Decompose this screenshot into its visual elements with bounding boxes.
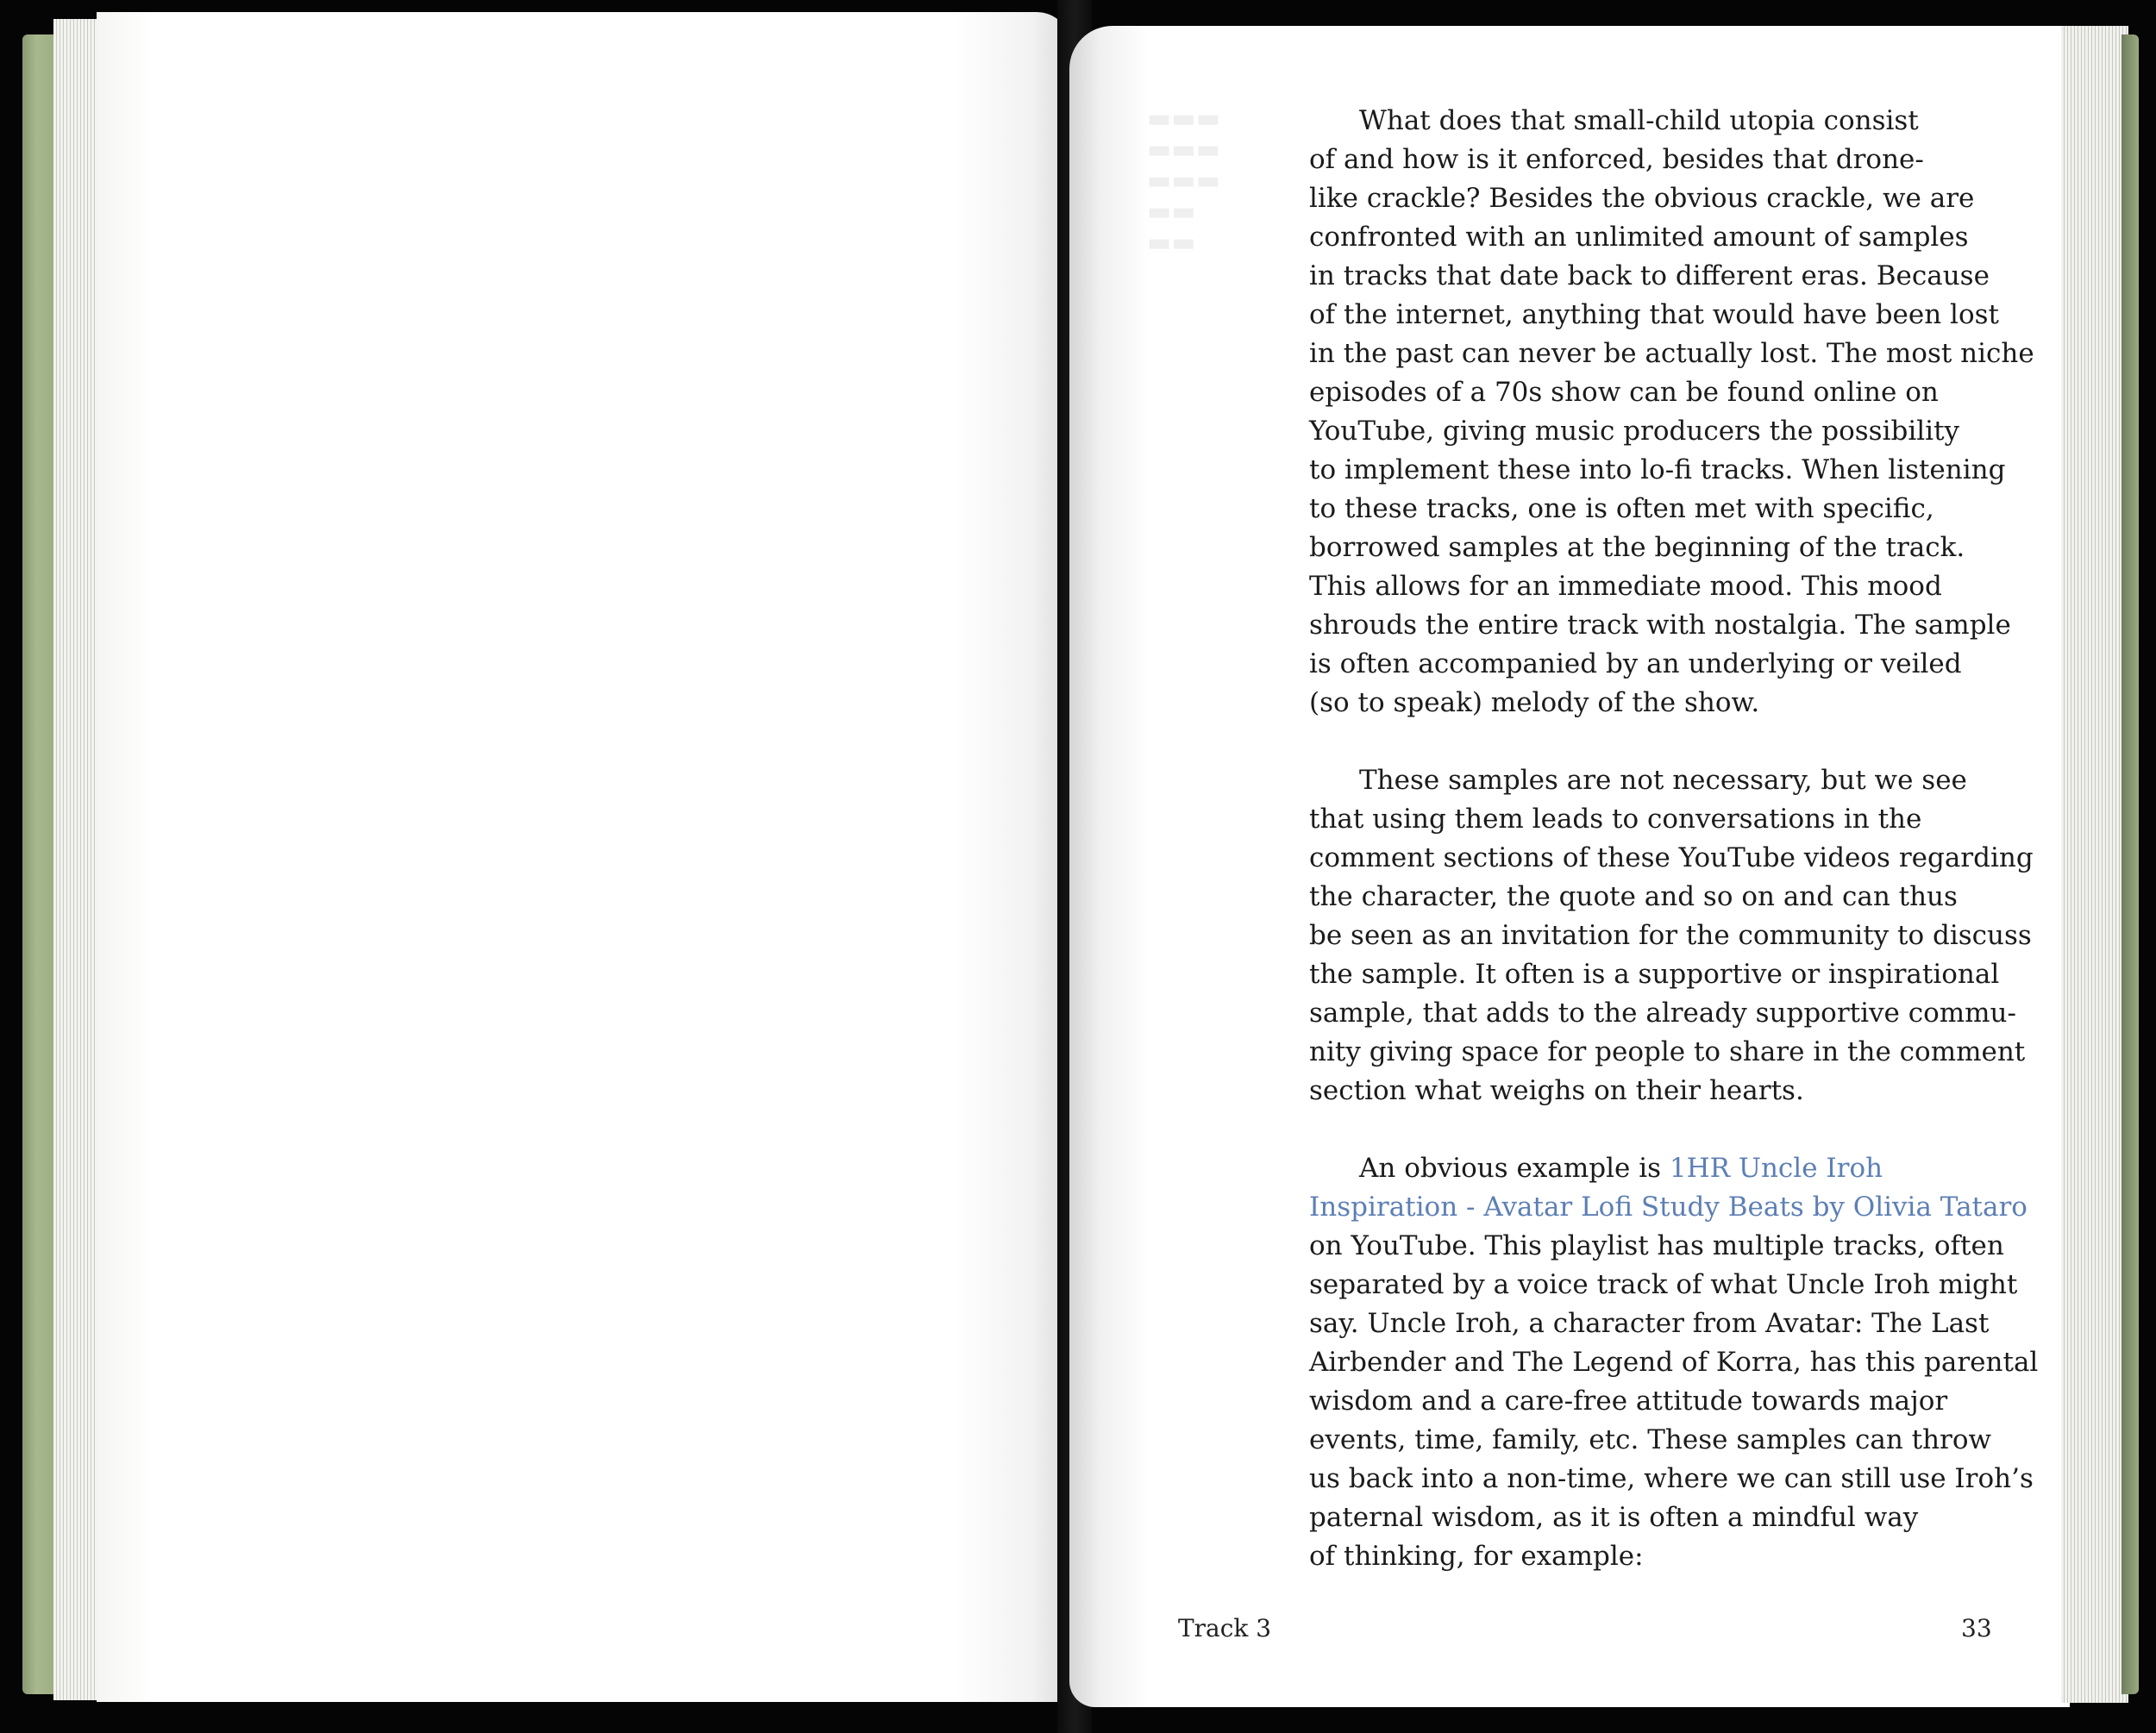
text-line: to implement these into lo-fi tracks. When listening bbox=[1309, 454, 2006, 485]
paragraph-1 bbox=[1309, 102, 2034, 723]
text-line: nity giving space for people to share in the comment bbox=[1309, 1036, 2026, 1067]
text-line: to these tracks, one is often met with specific, bbox=[1309, 493, 1934, 524]
text-line: us back into a non-time, where we can still use Iroh’s bbox=[1309, 1463, 2034, 1494]
text-line: on YouTube. This playlist has multiple tracks, often bbox=[1309, 1230, 2004, 1261]
text-line: the character, the quote and so on and can thus bbox=[1309, 881, 1958, 912]
text-line: is often accompanied by an underlying or veiled bbox=[1309, 648, 1962, 679]
text-line: sample, that adds to the already supportive commu- bbox=[1309, 998, 2016, 1029]
text-line: of the internet, anything that would have been lost bbox=[1309, 299, 2000, 330]
text-line: of thinking, for example: bbox=[1309, 1541, 1644, 1572]
text-line: wisdom and a care-free attitude towards major bbox=[1309, 1386, 1948, 1417]
text-line: that using them leads to conversations in the bbox=[1309, 804, 1922, 835]
text-line: YouTube, giving music producers the possibility bbox=[1309, 416, 1960, 447]
paragraph-2 bbox=[1309, 761, 2034, 1110]
text-line: borrowed samples at the beginning of the track. bbox=[1309, 532, 1965, 563]
text-line: events, time, family, etc. These samples can throw bbox=[1309, 1424, 1992, 1455]
text-line: confronted with an unlimited amount of samples bbox=[1309, 222, 1969, 253]
text-line bbox=[1309, 1149, 1999, 1188]
text-line: section what weighs on their hearts. bbox=[1309, 1075, 1804, 1106]
text-line: like crackle? Besides the obvious crackle, we are bbox=[1309, 183, 1975, 214]
text-line: separated by a voice track of what Uncle Iroh might bbox=[1309, 1269, 2018, 1300]
text-line: shrouds the entire track with nostalgia. The sample bbox=[1309, 610, 2011, 641]
text-line: paternal wisdom, as it is often a mindful way bbox=[1309, 1502, 1919, 1533]
page-stack-right bbox=[2061, 26, 2128, 1703]
text-line: in tracks that date back to different eras. Because bbox=[1309, 260, 1990, 291]
text-line: be seen as an invitation for the community to discuss bbox=[1309, 920, 2032, 951]
text-line: Airbender and The Legend of Korra, has this parental bbox=[1309, 1347, 2039, 1378]
video-title-link: 1HR Uncle Iroh bbox=[1669, 1153, 1883, 1184]
text-line: episodes of a 70s show can be found online on bbox=[1309, 377, 1939, 408]
left-page-blank bbox=[97, 12, 1071, 1702]
text-line: What does that small-child utopia consist bbox=[1359, 105, 1919, 136]
text-line: say. Uncle Iroh, a character from Avatar: The Last bbox=[1309, 1308, 1990, 1339]
text-line: in the past can never be actually lost. The most niche bbox=[1309, 338, 2034, 369]
body-text bbox=[1309, 102, 2039, 1576]
book-cover-edge-right bbox=[2122, 34, 2139, 1694]
text-line: This allows for an immediate mood. This mood bbox=[1309, 571, 1942, 602]
page-number: 33 bbox=[1961, 1614, 1992, 1642]
video-title-link-continued: Inspiration - Avatar Lofi Study Beats by Olivia Tataro bbox=[1309, 1192, 2028, 1223]
paragraph-3 bbox=[1309, 1149, 2039, 1576]
text-line: the sample. It often is a supportive or inspirational bbox=[1309, 959, 2000, 990]
running-footer-section: Track 3 bbox=[1178, 1614, 1272, 1642]
text-line: (so to speak) melody of the show. bbox=[1309, 687, 1760, 718]
text-line: These samples are not necessary, but we see bbox=[1359, 765, 1967, 796]
text-line: comment sections of these YouTube videos regarding bbox=[1309, 842, 2034, 873]
text-line: of and how is it enforced, besides that drone- bbox=[1309, 144, 1924, 175]
paragraph-3-intro: An obvious example is bbox=[1359, 1153, 1670, 1184]
bleed-through-text: ▬▬▬ ▬▬▬ ▬▬▬ ▬▬ ▬▬ bbox=[1147, 103, 1221, 258]
